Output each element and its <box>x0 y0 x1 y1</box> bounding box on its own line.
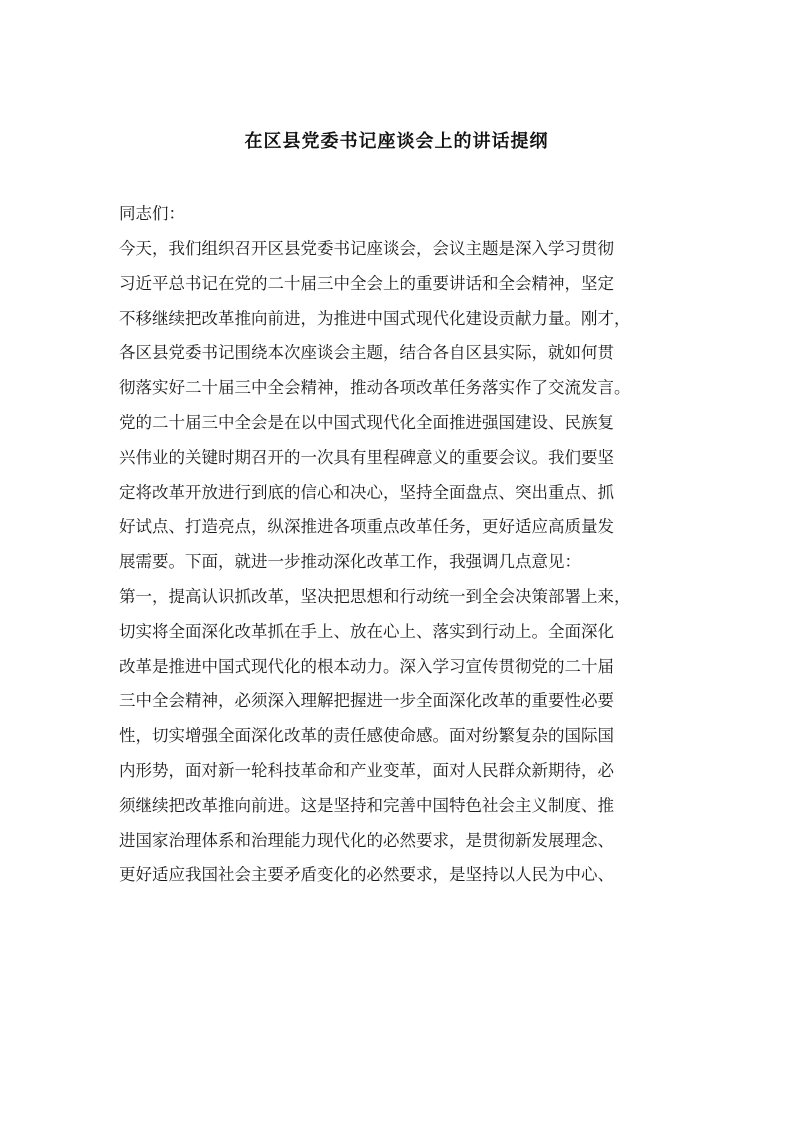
salutation-line: 同志们： <box>119 204 185 223</box>
body-line: 兴伟业的关键时期召开的一次具有里程碑意义的重要会议。我们要坚 <box>119 447 614 467</box>
body-line: 更好适应我国社会主要矛盾变化的必然要求，是坚持以人民为中心、 <box>119 865 614 885</box>
body-line: 好试点、打造亮点，纵深推进各项重点改革任务，更好适应高质量发 <box>119 517 614 537</box>
body-line: 彻落实好二十届三中全会精神，推动各项改革任务落实作了交流发言。 <box>119 378 631 398</box>
body-line: 不移继续把改革推向前进，为推进中国式现代化建设贡献力量。刚才， <box>119 308 631 328</box>
body-line: 第一，提高认识抓改革，坚决把思想和行动统一到全会决策部署上来， <box>119 586 631 606</box>
body-line: 各区县党委书记围绕本次座谈会主题，结合各自区县实际，就如何贯 <box>119 343 614 363</box>
body-line: 进国家治理体系和治理能力现代化的必然要求，是贯彻新发展理念、 <box>119 830 614 850</box>
body-line: 展需要。下面，就进一步推动深化改革工作，我强调几点意见： <box>119 552 581 572</box>
body-line: 须继续把改革推向前进。这是坚持和完善中国特色社会主义制度、推 <box>119 795 614 815</box>
body-line: 改革是推进中国式现代化的根本动力。深入学习宣传贯彻党的二十届 <box>119 656 614 676</box>
body-line: 内形势，面对新一轮科技革命和产业变革，面对人民群众新期待，必 <box>119 760 614 780</box>
body-line: 今天，我们组织召开区县党委书记座谈会，会议主题是深入学习贯彻 <box>119 239 614 258</box>
body-line: 党的二十届三中全会是在以中国式现代化全面推进强国建设、民族复 <box>119 412 614 432</box>
body-line: 习近平总书记在党的二十届三中全会上的重要讲话和全会精神，坚定 <box>119 273 614 293</box>
body-line: 性，切实增强全面深化改革的责任感使命感。面对纷繁复杂的国际国 <box>119 726 614 746</box>
body-line: 切实将全面深化改革抓在手上、放在心上、落实到行动上。全面深化 <box>119 621 614 641</box>
document-title: 在区县党委书记座谈会上的讲话提纲 <box>244 131 549 152</box>
document-body <box>119 196 689 893</box>
body-line: 三中全会精神，必须深入理解把握进一步全面深化改革的重要性必要 <box>119 691 614 711</box>
body-line: 定将改革开放进行到底的信心和决心，坚持全面盘点、突出重点、抓 <box>119 482 614 502</box>
